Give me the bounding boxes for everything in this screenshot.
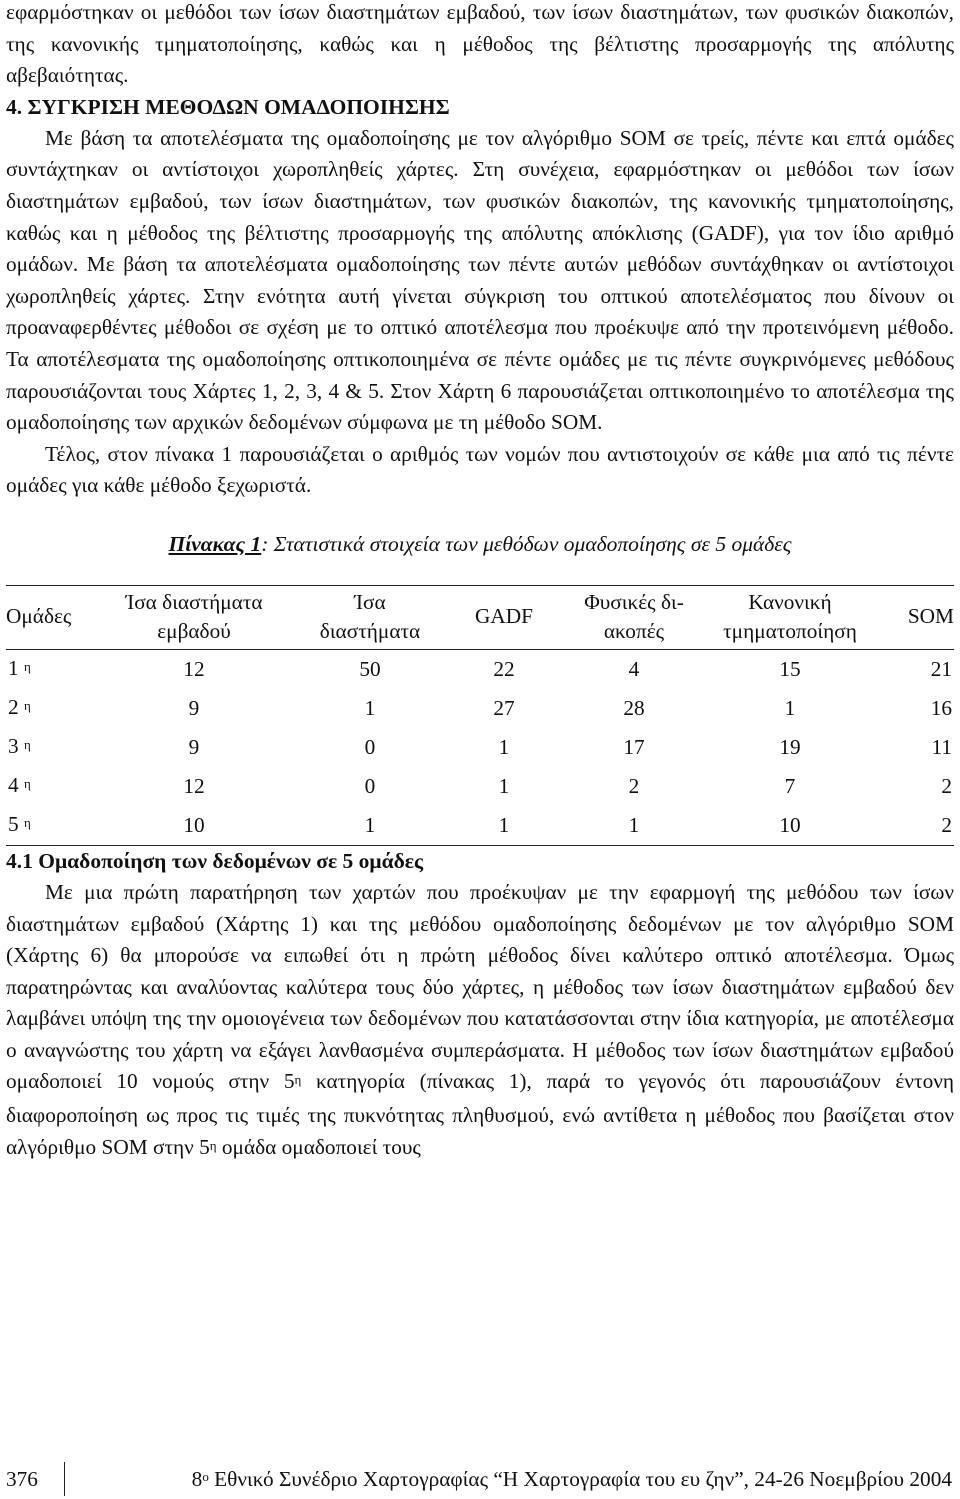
cell-equal-area: 12 (183, 657, 205, 682)
cell-equal-intervals: 0 (364, 735, 376, 760)
cell-natural-breaks: 28 (623, 696, 645, 721)
cell-natural-breaks: 2 (628, 774, 640, 799)
cell-gadf: 1 (448, 806, 560, 846)
cell-natural-breaks: 17 (623, 735, 645, 760)
group-ordinal: η (23, 736, 31, 752)
group-ordinal: η (23, 658, 31, 674)
cell-group (6, 689, 96, 728)
cell-equal-area: 9 (188, 735, 200, 760)
col-header-natural-breaks (560, 585, 708, 649)
group-number: 3 (8, 733, 19, 758)
cell-som: 2 (941, 774, 952, 799)
col-header-normal-segmentation-line2: τμηματοποίηση (723, 618, 857, 643)
cell-equal-area: 12 (183, 774, 205, 799)
conference-text: Εθνικό Συνέδριο Χαρτογραφίας “Η Χαρτογραφία του ευ ζην”, 24-26 Νοεμβρίου 2004 (208, 1467, 952, 1491)
section-4-paragraph-2: Τέλος, στον πίνακα 1 παρουσιάζεται ο αριθμός των νομών που αντιστοιχούν σε κάθε μια από τις πέντε ομάδες για κάθε μέθοδο ξεχωριστά. (6, 441, 954, 498)
cell-som: 11 (931, 735, 952, 760)
cell-group (6, 728, 96, 767)
group-number: 4 (8, 772, 19, 797)
cell-equal-intervals: 0 (364, 774, 376, 799)
cell-equal-area: 10 (96, 806, 292, 846)
section-4-1-text-c: ομάδα ομαδοποιεί τους (216, 1134, 421, 1159)
col-header-normal-segmentation (708, 585, 872, 649)
cell-normal-segmentation: 19 (779, 735, 801, 760)
col-header-groups: Ομάδες (6, 585, 96, 649)
group-number: 1 (8, 655, 19, 680)
cell-gadf: 22 (493, 657, 515, 682)
col-header-equal-area-line2: εμβαδού (157, 618, 231, 643)
col-header-normal-segmentation-line1: Κανονική (748, 589, 832, 614)
cell-gadf: 1 (498, 735, 510, 760)
conference-ordinal: ο (202, 1469, 209, 1484)
col-header-som: SOM (872, 585, 954, 649)
cell-group (6, 767, 96, 806)
section-4-1-heading: 4.1 Ομαδοποίηση των δεδομένων σε 5 ομάδες (6, 848, 424, 873)
table-row (6, 806, 954, 846)
group-number: 5 (8, 811, 19, 836)
cell-normal-segmentation: 1 (784, 696, 796, 721)
section-4-1-text-b: κατηγορία (πίνακας 1), παρά το γεγονός ότι παρουσιάζουν έντονη διαφοροποίηση ως προς τις τιμές της πυκνότητας πληθυσμού, ενώ αντίθετα η μέθοδος που βασίζεται στον αλγόριθμο SOM στην 5 (6, 1069, 954, 1159)
group-ordinal: η (23, 775, 31, 791)
cell-normal-segmentation: 7 (784, 774, 796, 799)
col-header-equal-intervals-line2: διαστήματα (319, 618, 421, 643)
cell-som: 2 (872, 806, 954, 846)
group-number: 2 (8, 694, 19, 719)
table-row (6, 649, 954, 689)
cell-gadf: 27 (493, 696, 515, 721)
group-ordinal: η (23, 814, 31, 830)
col-header-equal-area (96, 585, 292, 649)
cell-equal-area: 9 (188, 696, 200, 721)
col-header-natural-breaks-line1: Φυσικές δι- (584, 589, 684, 614)
conference-number: 8 (191, 1467, 203, 1491)
section-4-1-paragraph (6, 877, 954, 1165)
cell-natural-breaks: 1 (560, 806, 708, 846)
col-header-equal-area-line1: Ίσα διαστήματα (125, 589, 263, 614)
table-row (6, 728, 954, 767)
col-header-equal-intervals-line1: Ίσα (354, 589, 386, 614)
cell-normal-segmentation: 10 (708, 806, 872, 846)
cell-group (6, 806, 96, 846)
page-footer (6, 1462, 956, 1496)
table-1 (6, 585, 954, 846)
table-1-caption-text: : Στατιστικά στοιχεία των μεθόδων ομαδοποίησης σε 5 ομάδες (261, 531, 792, 556)
table-1-caption (6, 529, 954, 559)
cell-som: 21 (930, 657, 952, 682)
page-number: 376 (6, 1462, 65, 1496)
cell-equal-intervals: 1 (364, 696, 376, 721)
top-paragraph: εφαρμόστηκαν οι μεθόδοι των ίσων διαστημάτων εμβαδού, των ίσων διαστημάτων, των φυσικών διακοπών, της κανονικής τμηματοποίησης, καθώς και η μέθοδος της βέλτιστης προσαρμογής της απόλυτης αβεβαιότητας. (6, 0, 954, 88)
ordinal-sup: η (294, 1072, 302, 1088)
cell-normal-segmentation: 15 (779, 657, 801, 682)
cell-som: 16 (930, 696, 952, 721)
cell-equal-intervals: 50 (359, 657, 381, 682)
section-4-heading: 4. ΣΥΓΚΡΙΣΗ ΜΕΘΟΔΩΝ ΟΜΑΔΟΠΟΙΗΣΗΣ (6, 94, 450, 119)
cell-gadf: 1 (498, 774, 510, 799)
col-header-natural-breaks-line2: ακοπές (603, 618, 665, 643)
group-ordinal: η (23, 697, 31, 713)
table-row (6, 767, 954, 806)
cell-group (6, 649, 96, 689)
page-body (6, 0, 954, 1165)
cell-natural-breaks: 4 (628, 657, 640, 682)
cell-equal-intervals: 1 (292, 806, 448, 846)
section-4-paragraph-1: Με βάση τα αποτελέσματα της ομαδοποίησης με τον αλγόριθμο SOM σε τρείς, πέντε και επτά ομάδες συντάχτηκαν οι αντίστοιχοι χωροπληθείς χάρτες. Στη συνέχεια, εφαρμόστηκαν οι μεθόδοι των ίσων διαστημάτων εμβαδού, των ίσων διαστημάτων, των φυσικών διακοπών, της κανονικής τμηματοποίησης, καθώς και η μέθοδος της βέλτιστης προσαρμογής της απόλυτης απόκλισης (GADF), για τον ίδιο αριθμό ομάδων. Με βάση τα αποτελέσματα ομαδοποίησης των πέντε αυτών μεθόδων συντάχθηκαν οι αντίστοιχοι χωροπληθείς χάρτες. Στην ενότητα αυτή γίνεται σύγκριση του οπτικού αποτελέσματος που δίνουν οι προαναφερθέντες μέθοδοι σε σχέση με το οπτικό αποτέλεσμα που προέκυψε από την προτεινόμενη μέθοδο. Τα αποτέλεσματα της ομαδοποίησης οπτικοποιημένα σε πέντε ομάδες με τις πέντε συγκρινόμενες μεθόδους παρουσιάζονται τους Χάρτες 1, 2, 3, 4 & 5. Στον Χάρτη 6 παρουσιάζεται οπτικοποιημένο το αποτέλεσμα της ομαδοποίησης των αρχικών δεδομένων σύμφωνα με τη μέθοδο SOM. (6, 125, 954, 435)
table-header-row (6, 585, 954, 649)
table-1-caption-label: Πίνακας 1 (168, 531, 262, 556)
col-header-gadf: GADF (448, 585, 560, 649)
ordinal-sup: η (209, 1137, 217, 1153)
table-row (6, 689, 954, 728)
section-4-1-text-a: Με μια πρώτη παρατήρηση των χαρτών που προέκυψαν με την εφαρμογή της μεθόδου των ίσων διαστημάτων εμβαδού (Χάρτης 1) και της μεθόδου ομαδοποίησης δεδομένων με τον αλγόριθμο SOM (Χάρτης 6) θα μπορούσε να ειπωθεί ότι η πρώτη μέθοδος δίνει καλύτερο οπτικό αποτέλεσμα. Όμως παρατηρώντας και αναλύοντας καλύτερα τους δύο χάρτες, η μέθοδος των ίσων διαστημάτων εμβαδού δεν λαμβάνει υπόψη της την ομοιογένεια των δεδομένων που κατατάσσονται στην ίδια κατηγορία, με αποτέλεσμα ο αναγνώστης του χάρτη να εξάγει λανθασμένα συμπεράσματα. Η μέθοδος των ίσων διαστημάτων εμβαδού ομαδοποιεί 10 νομούς στην 5 (6, 879, 954, 1094)
col-header-equal-intervals (292, 585, 448, 649)
conference-title (192, 1462, 952, 1499)
